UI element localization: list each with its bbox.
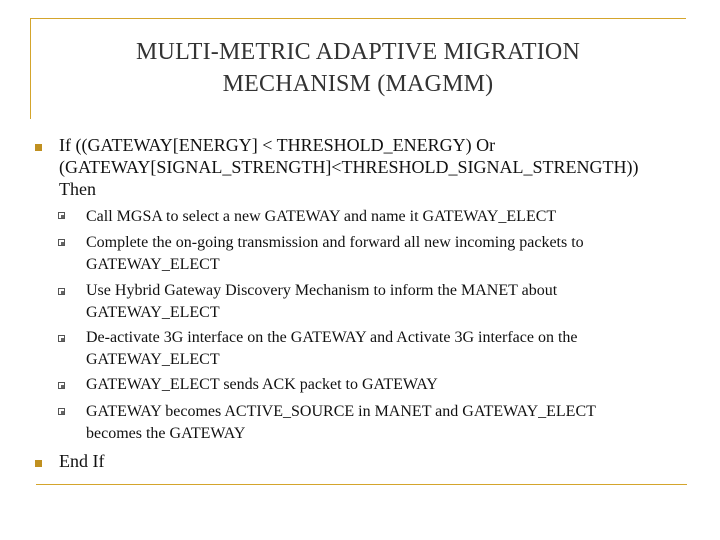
sub-item-1-line-1: Call MGSA to select a new GATEWAY and name it GATEWAY_ELECT [86, 208, 557, 225]
sub-item-6-line-2: becomes the GATEWAY [86, 425, 246, 442]
hollow-square-bullet-icon [58, 239, 65, 246]
sub-item-2-line-2: GATEWAY_ELECT [86, 256, 220, 273]
condition-line-3: Then [59, 179, 96, 199]
sub-item-5 [86, 374, 438, 396]
end-if-text: End If [59, 451, 105, 471]
hollow-square-bullet-icon [58, 382, 65, 389]
sub-item-4-line-2: GATEWAY_ELECT [86, 351, 220, 368]
sub-item-5-line-1: GATEWAY_ELECT sends ACK packet to GATEWAY [86, 376, 438, 393]
end-if-bullet-text [59, 450, 104, 472]
condition-line-2: (GATEWAY[SIGNAL_STRENGTH]<THRESHOLD_SIGNAL_STRENGTH)) [59, 157, 639, 177]
sub-item-3-line-1: Use Hybrid Gateway Discovery Mechanism to inform the MANET about [86, 282, 558, 299]
sub-item-1 [86, 206, 556, 228]
sub-item-4-line-1: De-activate 3G interface on the GATEWAY and Activate 3G interface on the [86, 329, 578, 346]
slide-title-line-1: MULTI-METRIC ADAPTIVE MIGRATION [136, 39, 580, 65]
sub-item-6 [86, 401, 596, 445]
title-frame-top-rule [30, 18, 686, 19]
footer-rule [36, 484, 687, 485]
square-bullet-icon [35, 144, 42, 151]
slide-title-line-2: MECHANISM (MAGMM) [222, 71, 494, 97]
sub-item-6-line-1: GATEWAY becomes ACTIVE_SOURCE in MANET and GATEWAY_ELECT [86, 403, 596, 420]
sub-item-2 [86, 232, 584, 276]
condition-bullet-text [59, 134, 638, 200]
hollow-square-bullet-icon [58, 335, 65, 342]
slide-title [30, 36, 686, 100]
square-bullet-icon [35, 460, 42, 467]
hollow-square-bullet-icon [58, 288, 65, 295]
sub-item-3 [86, 280, 557, 324]
hollow-square-bullet-icon [58, 408, 65, 415]
condition-line-1: If ((GATEWAY[ENERGY] < THRESHOLD_ENERGY) Or [59, 135, 496, 155]
sub-item-4 [86, 327, 578, 371]
sub-item-3-line-2: GATEWAY_ELECT [86, 304, 220, 321]
sub-item-2-line-1: Complete the on-going transmission and forward all new incoming packets to [86, 234, 584, 251]
hollow-square-bullet-icon [58, 212, 65, 219]
